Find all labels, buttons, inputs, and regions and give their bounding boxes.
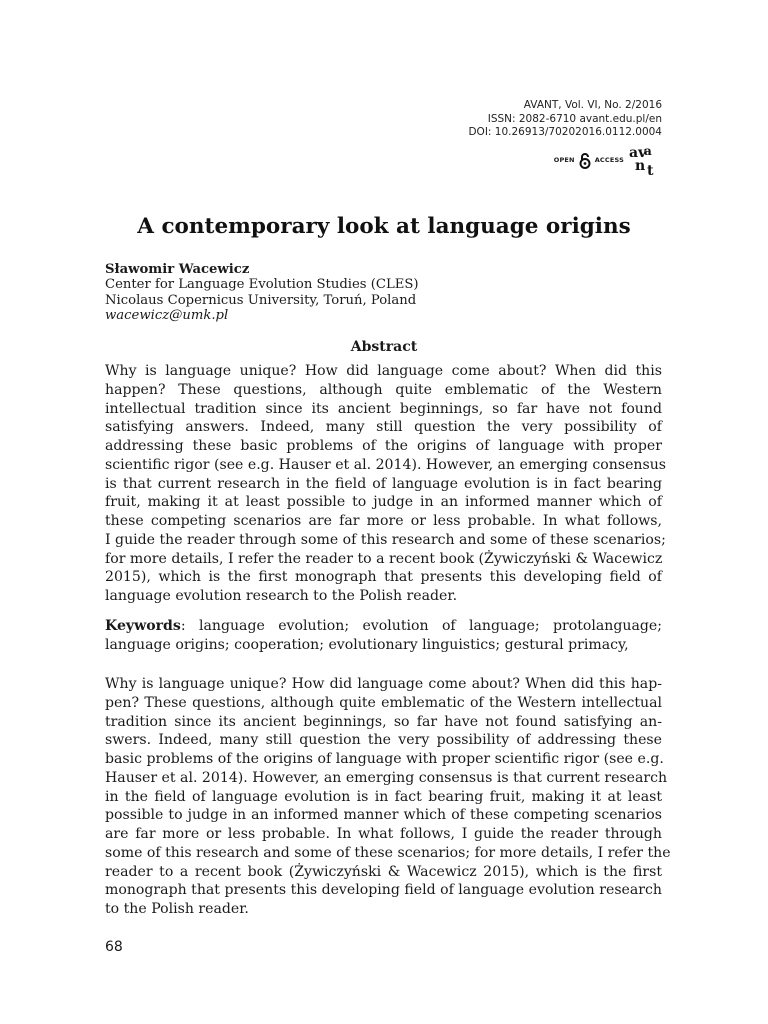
open-access-lock-icon [579,152,591,169]
abstract-line: satisfying answers. Indeed, many still question the very possibility of [105,419,662,436]
journal-citation: AVANT, Vol. VI, No. 2/2016 [523,99,662,111]
author-block [105,262,419,324]
svg-text:n: n [635,158,646,174]
abstract-line: fruit, making it at least possible to judge in an informed manner which of [105,494,662,511]
article-title: A contemporary look at language origins [137,214,631,239]
body-line: reader to a recent book (Żywiczyński & Wacewicz 2015), which is the first [105,863,662,880]
abstract-line: Why is language unique? How did language come about? When did this [105,363,662,379]
logo-row [554,143,662,177]
body-line: monograph that presents this developing field of language evolution research [105,882,662,899]
abstract-text [105,362,667,606]
author-email: wacewicz@umk.pl [105,308,229,324]
body-line: swers. Indeed, many still question the very possibility of addressing these [105,732,662,749]
keywords-block [105,617,662,655]
author-affiliation-center: Center for Language Evolution Studies (CLES) [105,277,419,293]
issn-line: ISSN: 2082-6710 avant.edu.pl/en [487,112,662,125]
body-line: basic problems of the origins of language with proper scientific rigor (see e.g. [105,751,664,767]
abstract-line: 2015), which is the first monograph that presents this developing field of [105,569,662,586]
abstract-line: for more details, I refer the reader to a recent book (Żywiczyński & Wacewicz [105,550,663,567]
author-name: Sławomir Wacewicz [105,262,250,277]
svg-text:t: t [647,163,654,177]
abstract-line: I guide the reader through some of this research and some of these scenarios; [105,531,666,548]
body-text [105,675,671,919]
svg-text:a: a [644,144,652,158]
body-line: Hauser et al. 2014). However, an emerging consensus is that current research [105,769,668,786]
doi-line: DOI: 10.26913/70202016.0112.0004 [468,126,662,138]
body-line: possible to judge in an informed manner which of these competing scenarios [105,807,662,824]
journal-header [468,99,662,140]
keywords-label: Keywords [105,618,181,634]
keywords-list-part1: : language evolution; evolution of language; protolanguage; [180,618,662,634]
page-number: 68 [105,939,123,955]
svg-text:av: av [629,145,647,161]
body-line: pen? These questions, although quite emblematic of the Western intellectual [105,694,662,711]
abstract-heading: Abstract [350,339,418,355]
body-line: Why is language unique? How did language come about? When did this hap- [105,676,662,692]
abstract-line: is that current research in the field of language evolution is in fact bearing [105,475,662,492]
abstract-line: these competing scenarios are far more or less probable. In what follows, [105,513,662,529]
author-affiliation-university: Nicolaus Copernicus University, Toruń, Poland [105,292,417,308]
body-line: are far more or less probable. In what follows, I guide the reader through [105,826,662,842]
keywords-line [105,617,662,636]
abstract-line: language evolution research to the Polish reader. [105,588,458,604]
body-line: in the field of language evolution is in fact bearing fruit, making it at least [105,788,662,805]
keywords-list-part2: language origins; cooperation; evolutionary linguistics; gestural primacy, [105,636,629,653]
body-line: some of this research and some of these scenarios; for more details, I refer the [105,844,671,861]
open-access-label-right: ACCESS [594,156,624,164]
abstract-line: intellectual tradition since its ancient beginnings, so far have not found [105,400,662,417]
avant-logo [628,143,662,177]
abstract-line: addressing these basic problems of the origins of language with proper [105,438,662,454]
body-line: to the Polish reader. [105,901,249,917]
body-line: tradition since its ancient beginnings, so far have not found satisfying an- [105,713,662,730]
abstract-line: happen? These questions, although quite emblematic of the Western [105,381,662,398]
open-access-label-left: OPEN [553,156,575,164]
abstract-line: scientific rigor (see e.g. Hauser et al. 2014). However, an emerging consensus [105,456,667,473]
